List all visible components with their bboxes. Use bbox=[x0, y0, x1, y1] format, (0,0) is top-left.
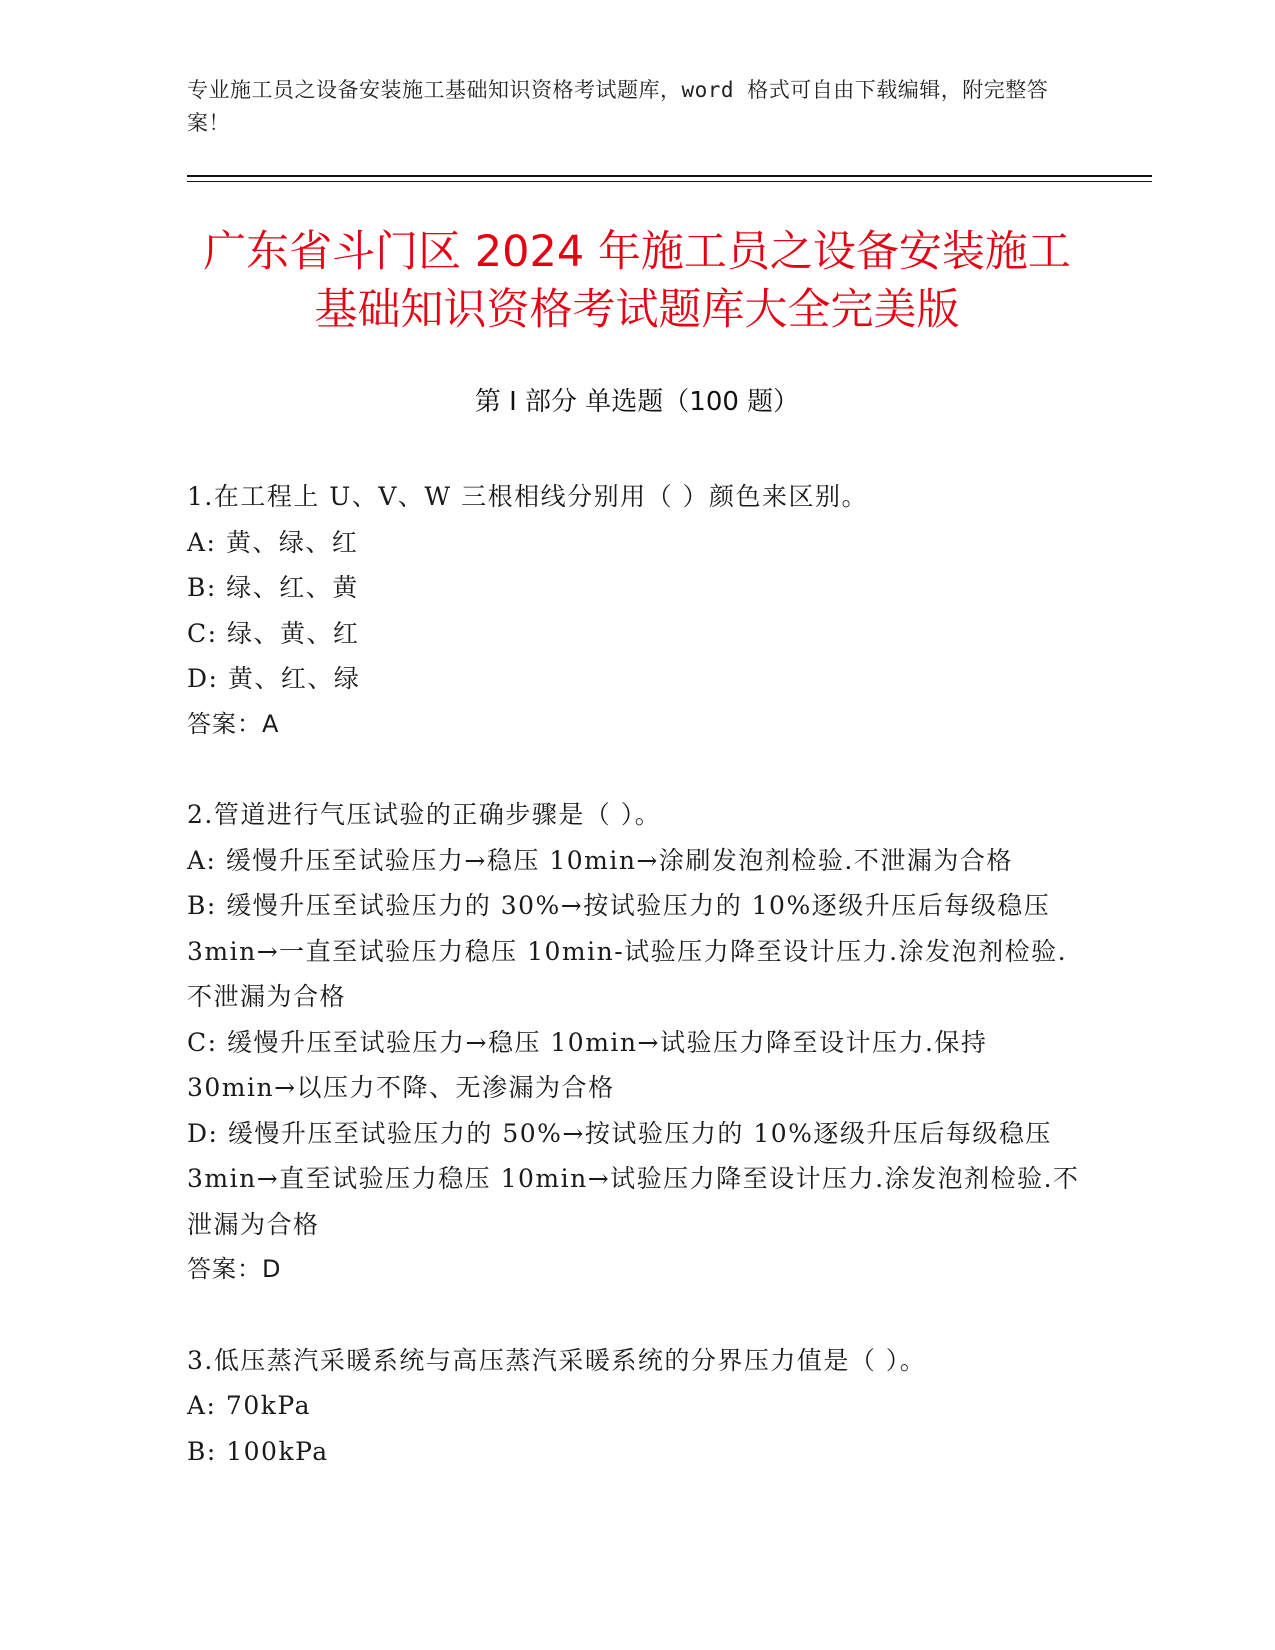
question-3 bbox=[187, 1338, 1087, 1475]
question-stem: 2.管道进行气压试验的正确步骤是（ ）。 bbox=[187, 800, 662, 829]
option-b: B: 缓慢升压至试验压力的 30%→按试验压力的 10%逐级升压后每级稳压 3min→一直至试验压力稳压 10min-试验压力降至设计压力.涂发泡剂检验.不泄漏为合格 bbox=[187, 891, 1068, 1011]
answer-line: 答案：A bbox=[187, 709, 280, 738]
section-title: 第 I 部分 单选题（100 题） bbox=[474, 387, 800, 417]
option-a: A: 黄、绿、红 bbox=[187, 527, 359, 557]
header-note: 专业施工员之设备安装施工基础知识资格考试题库，word 格式可自由下载编辑，附完整答案！ bbox=[187, 78, 1049, 135]
answer-line: 答案：D bbox=[187, 1255, 282, 1283]
option-a: A: 70kPa bbox=[187, 1391, 311, 1420]
question-stem: 1.在工程上 U、V、W 三根相线分别用（ ）颜色来区别。 bbox=[187, 482, 869, 511]
question-1 bbox=[187, 474, 1087, 747]
option-c: C: 绿、黄、红 bbox=[187, 618, 360, 648]
option-b: B: 100kPa bbox=[187, 1436, 329, 1466]
option-d: D: 缓慢升压至试验压力的 50%→按试验压力的 10%逐级升压后每级稳压 3min→直至试验压力稳压 10min→试验压力降至设计压力.涂发泡剂检验.不泄漏为合格 bbox=[187, 1118, 1080, 1239]
document-title: 广东省斗门区 2024 年施工员之设备安装施工基础知识资格考试题库大全完美版 bbox=[203, 227, 1071, 335]
question-2 bbox=[187, 792, 1087, 1293]
option-c: C: 缓慢升压至试验压力→稳压 10min→试验压力降至设计压力.保持 30min→以压力不降、无渗漏为合格 bbox=[187, 1027, 988, 1102]
header-rule-thin bbox=[187, 181, 1152, 182]
option-d: D: 黄、红、绿 bbox=[187, 664, 361, 693]
question-list bbox=[187, 474, 1087, 1519]
option-a: A: 缓慢升压至试验压力→稳压 10min→涂刷发泡剂检验.不泄漏为合格 bbox=[187, 845, 1013, 875]
option-b: B: 绿、红、黄 bbox=[187, 573, 359, 602]
question-stem: 3.低压蒸汽采暖系统与高压蒸汽采暖系统的分界压力值是（ ）。 bbox=[187, 1345, 927, 1375]
header-rule-thick bbox=[187, 175, 1152, 177]
